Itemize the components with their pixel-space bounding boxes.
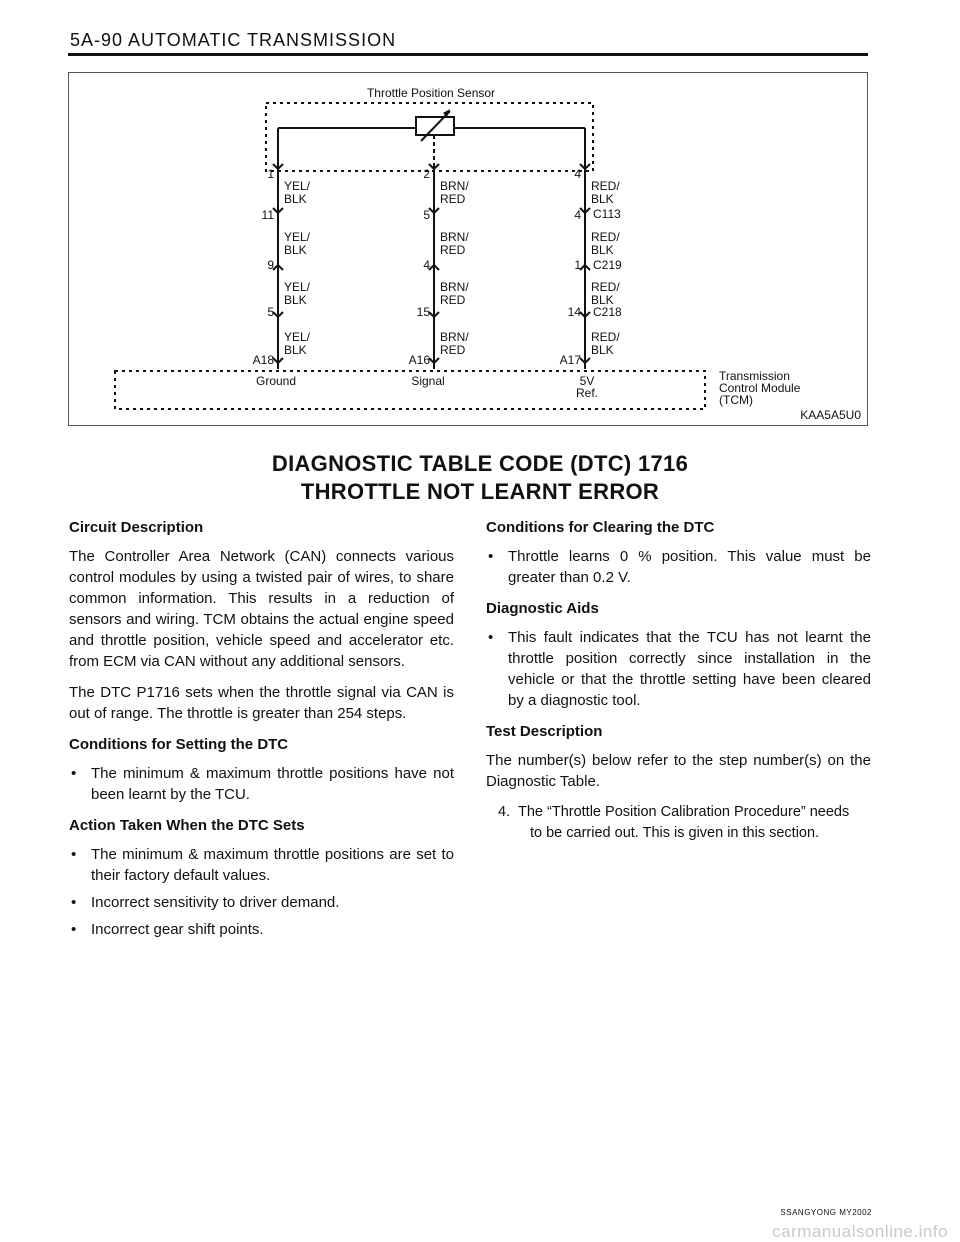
- tcm-pin-label: A17: [559, 353, 581, 367]
- wire-color-label: RED: [440, 192, 466, 206]
- test-description-heading: Test Description: [486, 723, 603, 740]
- footer-model: SSANGYONG MY2002: [780, 1208, 872, 1217]
- pin-number: 1: [574, 258, 581, 272]
- pin-function-label: Ref.: [575, 386, 599, 400]
- test-step-4: [486, 802, 871, 844]
- sensor-box: [266, 103, 593, 171]
- tcm-module-label: Transmission: [719, 369, 790, 383]
- page-header: 5A-90 AUTOMATIC TRANSMISSION: [70, 30, 397, 50]
- wire-color-label: BLK: [591, 343, 614, 357]
- bullet-icon: •: [488, 548, 494, 565]
- list-item: • Incorrect gear shift points.: [71, 921, 264, 938]
- pin-number: 5: [267, 305, 274, 319]
- wire-color-label: RED/: [591, 330, 620, 344]
- bullet-icon: •: [71, 894, 77, 911]
- circuit-description-paragraph-1: The Controller Area Network (CAN) connects various control modules by using a twisted pair of wires, to share common information. This results in a reduction of sensors and wiring. TCM obtains the actual engine speed and throttle position, vehicle speed and accelerator etc. from ECM via CAN without any additional sensors.: [69, 548, 454, 670]
- list-item: • Incorrect sensitivity to driver demand.: [71, 894, 340, 911]
- wire-color-label: RED/: [591, 179, 620, 193]
- pin-number: 4: [574, 167, 581, 181]
- list-item: • This fault indicates that the TCU has not learnt the throttle position correctly since installation in the vehicle or that the throttle setting have been cleared by a diagnostic tool.: [488, 629, 871, 709]
- bullet-icon: •: [71, 846, 77, 863]
- test-description-paragraph: The number(s) below refer to the step number(s) on the Diagnostic Table.: [486, 752, 871, 790]
- wire-color-label: BLK: [591, 192, 614, 206]
- dtc-title: [0, 450, 960, 506]
- diagnostic-aids-heading: Diagnostic Aids: [486, 600, 599, 617]
- circuit-description-paragraph-2: The DTC P1716 sets when the throttle signal via CAN is out of range. The throttle is greater than 254 steps.: [69, 684, 454, 722]
- clearing-conditions-heading: Conditions for Clearing the DTC: [486, 519, 715, 536]
- pin-number: 9: [267, 258, 274, 272]
- wire-color-label: BRN/: [440, 179, 469, 193]
- pin-function-label: 5V: [579, 374, 595, 388]
- wiring-diagram: [68, 72, 868, 426]
- wire-color-label: BLK: [284, 293, 307, 307]
- wire-color-label: BLK: [284, 343, 307, 357]
- wire-color-label: RED/: [591, 280, 620, 294]
- pin-number: 5: [423, 208, 430, 222]
- setting-conditions-list: [69, 763, 454, 805]
- pin-number: 4: [574, 208, 581, 222]
- tcm-module-label: (TCM): [719, 393, 753, 407]
- tcm-pin-label: A16: [408, 353, 430, 367]
- wire-color-label: YEL/: [284, 280, 311, 294]
- header-rule: [68, 53, 868, 56]
- wire-color-label: YEL/: [284, 330, 311, 344]
- pin-function-label: Ground: [255, 374, 297, 388]
- tcm-box: [115, 371, 705, 409]
- pin-number: 1: [267, 167, 274, 181]
- circuit-description-heading: Circuit Description: [69, 519, 204, 536]
- bullet-icon: •: [488, 629, 494, 646]
- right-column: [486, 517, 871, 844]
- wire-color-label: BLK: [591, 243, 614, 257]
- action-taken-list: [69, 844, 454, 940]
- clearing-conditions-list: [486, 546, 871, 588]
- pin-number: 4: [423, 258, 430, 272]
- bullet-icon: •: [71, 765, 77, 782]
- figure-code: KAA5A5U0: [800, 408, 861, 422]
- test-step-line-2: to be carried out. This is given in this section.: [530, 825, 820, 841]
- list-item: • The minimum & maximum throttle positions are set to their factory default values.: [71, 846, 454, 884]
- tcm-module-label: Control Module: [719, 381, 801, 395]
- list-item: • Throttle learns 0 % position. This value must be greater than 0.2 V.: [488, 548, 871, 586]
- wire-color-label: YEL/: [284, 230, 311, 244]
- wire-color-label: BLK: [591, 293, 614, 307]
- wire-color-label: RED: [440, 293, 466, 307]
- dtc-title-line2: THROTTLE NOT LEARNT ERROR: [300, 479, 660, 504]
- test-step-line-1: The “Throttle Position Calibration Procedure” needs: [518, 804, 850, 820]
- wire-color-label: YEL/: [284, 179, 311, 193]
- test-step-number: 4.: [498, 804, 511, 820]
- tcm-pin-label: A18: [252, 353, 274, 367]
- pin-number: 2: [423, 167, 430, 181]
- dtc-title-line1: DIAGNOSTIC TABLE CODE (DTC) 1716: [271, 451, 689, 476]
- wire-color-label: BRN/: [440, 280, 469, 294]
- pin-function-label: Signal: [411, 374, 445, 388]
- action-taken-heading: Action Taken When the DTC Sets: [69, 817, 305, 834]
- list-item: • The minimum & maximum throttle positions have not been learnt by the TCU.: [71, 765, 454, 803]
- bullet-icon: •: [71, 921, 77, 938]
- wire-color-label: RED: [440, 343, 466, 357]
- connector-name: C113: [593, 207, 621, 221]
- wire-color-label: BRN/: [440, 330, 469, 344]
- wire-color-label: RED/: [591, 230, 620, 244]
- connector-name: C218: [593, 305, 622, 319]
- left-column: [69, 517, 454, 950]
- wire-color-label: RED: [440, 243, 466, 257]
- setting-conditions-heading: Conditions for Setting the DTC: [69, 736, 289, 753]
- diagnostic-aids-list: [486, 627, 871, 711]
- pin-number: 11: [261, 208, 274, 222]
- wire-color-label: BRN/: [440, 230, 469, 244]
- sensor-label: Throttle Position Sensor: [366, 86, 496, 100]
- pin-number: 14: [567, 305, 581, 319]
- wire-color-label: BLK: [284, 243, 307, 257]
- wire-color-label: BLK: [284, 192, 307, 206]
- wiring-diagram-svg: [69, 73, 867, 425]
- pin-number: 15: [416, 305, 430, 319]
- connector-name: C219: [593, 258, 622, 272]
- footer-watermark: carmanualsonline.info: [772, 1222, 948, 1241]
